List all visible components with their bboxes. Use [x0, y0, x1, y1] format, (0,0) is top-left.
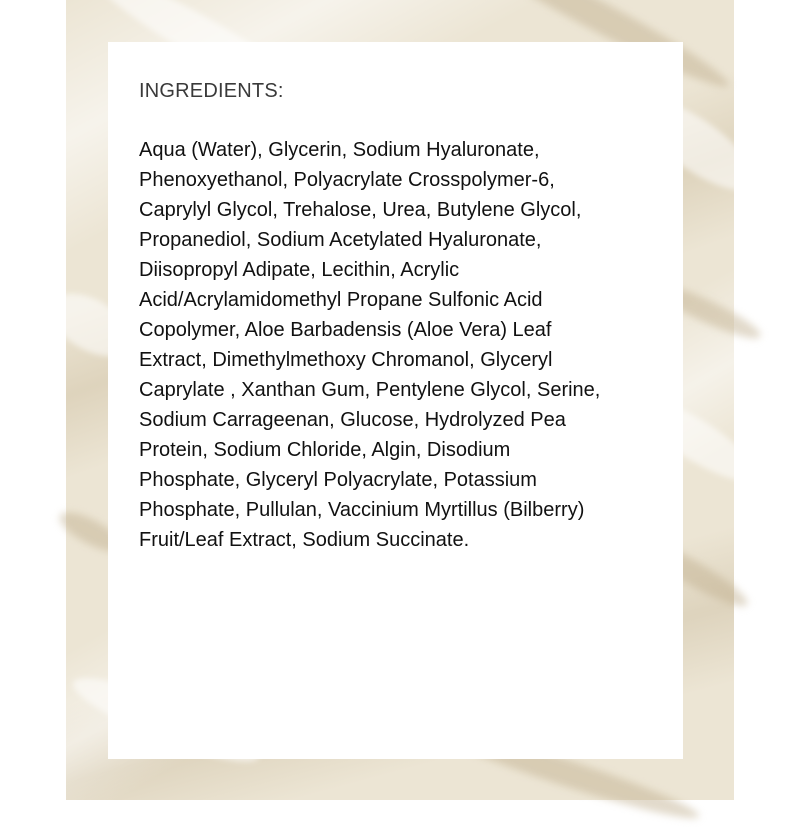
ingredients-card	[108, 42, 683, 759]
ingredients-line: Caprylyl Glycol, Trehalose, Urea, Butylene Glycol,	[139, 199, 582, 221]
ingredients-line: Extract, Dimethylmethoxy Chromanol, Glyceryl	[139, 349, 553, 371]
ingredients-line: Caprylate , Xanthan Gum, Pentylene Glycol, Serine,	[139, 379, 601, 401]
ingredients-line: Sodium Carrageenan, Glucose, Hydrolyzed Pea	[139, 409, 566, 431]
ingredients-line: Propanediol, Sodium Acetylated Hyaluronate,	[139, 229, 542, 251]
ingredients-line: Phosphate, Glyceryl Polyacrylate, Potassium	[139, 469, 537, 491]
ingredients-line: Protein, Sodium Chloride, Algin, Disodium	[139, 439, 511, 461]
ingredients-heading: INGREDIENTS:	[139, 80, 284, 102]
ingredients-line: Aqua (Water), Glycerin, Sodium Hyaluronate,	[139, 139, 540, 161]
ingredients-line: Phosphate, Pullulan, Vaccinium Myrtillus (Bilberry)	[139, 499, 585, 521]
ingredients-line: Diisopropyl Adipate, Lecithin, Acrylic	[139, 259, 460, 281]
ingredients-line: Fruit/Leaf Extract, Sodium Succinate.	[139, 529, 470, 551]
ingredients-list	[139, 135, 659, 555]
ingredients-line: Acid/Acrylamidomethyl Propane Sulfonic Acid	[139, 289, 543, 311]
ingredients-line: Phenoxyethanol, Polyacrylate Crosspolymer-6,	[139, 169, 555, 191]
ingredients-line: Copolymer, Aloe Barbadensis (Aloe Vera) Leaf	[139, 319, 552, 341]
